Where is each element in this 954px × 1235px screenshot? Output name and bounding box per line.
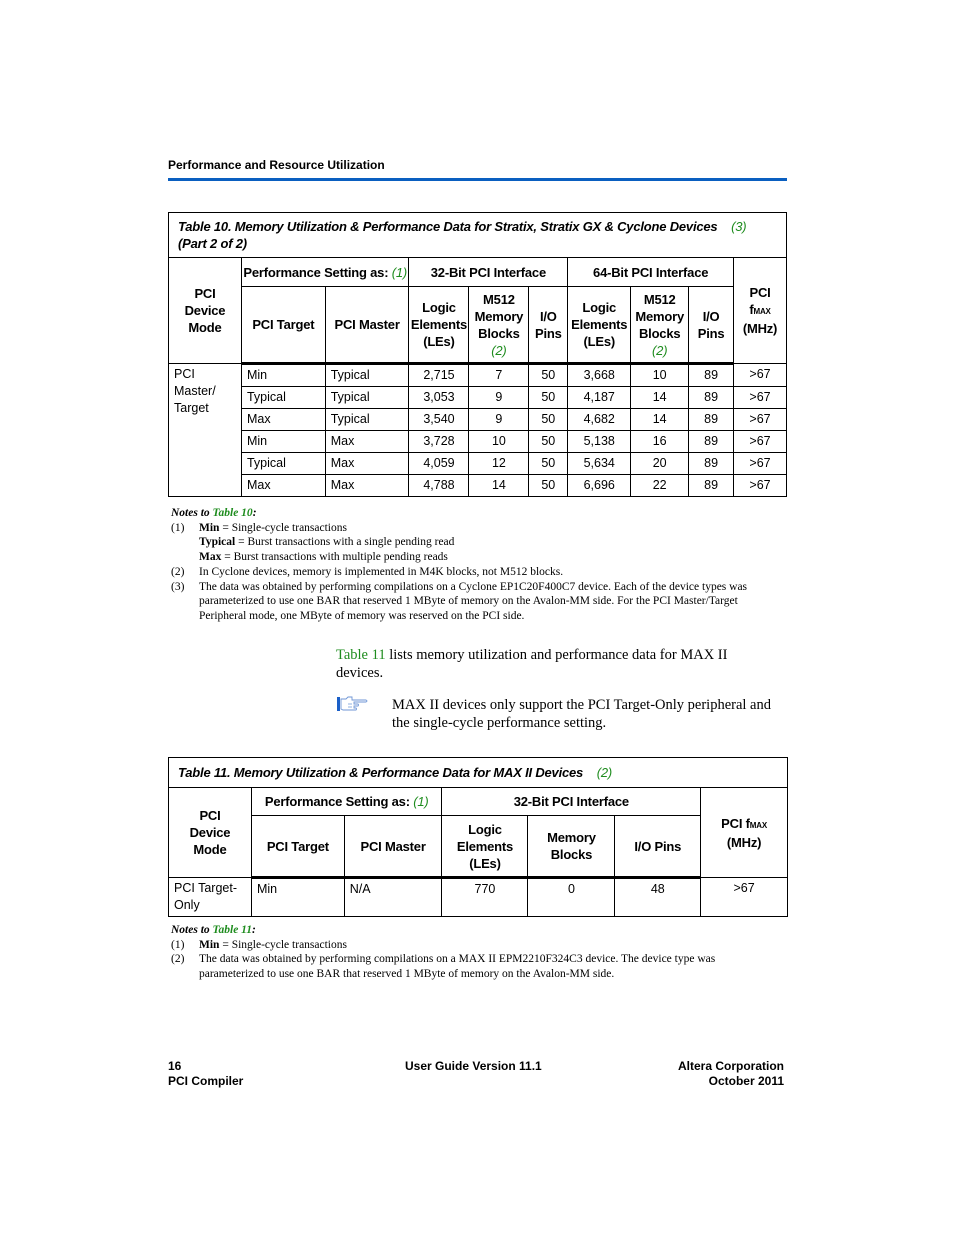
header-device-mode: PCI Device Mode bbox=[169, 788, 252, 878]
tip-text: MAX II devices only support the PCI Target-Only peripheral and the single-cycle performance setting. bbox=[392, 697, 771, 731]
header-pci-master: PCI Master bbox=[325, 287, 409, 364]
caption-note-ref[interactable]: (2) bbox=[596, 765, 613, 780]
table-10-link[interactable]: Table 10 bbox=[212, 507, 253, 519]
table-11 bbox=[168, 757, 788, 917]
perf-note-ref[interactable]: (1) bbox=[413, 794, 429, 809]
header-io-32: I/O Pins bbox=[529, 287, 568, 364]
header-io-pins: I/O Pins bbox=[615, 816, 701, 878]
header-le-64: Logic Elements (LEs) bbox=[568, 287, 631, 364]
header-le-32: Logic Elements (LEs) bbox=[409, 287, 469, 364]
table-11-link[interactable]: Table 11 bbox=[336, 647, 386, 663]
table-row: Typical Max 4,059 12 50 5,634 20 89 >67 bbox=[169, 453, 787, 475]
header-32bit: 32-Bit PCI Interface bbox=[442, 788, 701, 816]
perf-note-ref[interactable]: (1) bbox=[391, 264, 408, 280]
header-perf-setting: Performance Setting as: (1) bbox=[241, 258, 409, 287]
table-row: Max Max 4,788 14 50 6,696 22 89 >67 bbox=[169, 475, 787, 497]
table-row: PCI Target-Only Min N/A 770 0 48 >67 bbox=[169, 878, 788, 917]
company-name: Altera Corporation bbox=[677, 1059, 784, 1073]
table-10-caption: Table 10. Memory Utilization & Performance Data for Stratix, Stratix GX & Cyclone Devices (3) (Part 2 of 2) bbox=[169, 213, 787, 258]
header-mem-32: M512 Memory Blocks (2) bbox=[469, 287, 529, 364]
header-mem-64: M512 Memory Blocks (2) bbox=[631, 287, 689, 364]
header-pci-master: PCI Master bbox=[344, 816, 442, 878]
pointing-hand-icon bbox=[336, 696, 370, 712]
table-row: Min Max 3,728 10 50 5,138 16 89 >67 bbox=[169, 431, 787, 453]
table-10-notes bbox=[171, 506, 783, 624]
table-11-link[interactable]: Table 11 bbox=[212, 924, 253, 936]
note-1: (1) Min = Single-cycle transactions bbox=[171, 938, 347, 951]
table-11-notes bbox=[171, 923, 771, 982]
header-64bit: 64-Bit PCI Interface bbox=[568, 258, 734, 287]
header-fmax: PCI fMAX (MHz) bbox=[734, 258, 787, 364]
header-memory-blocks: Memory Blocks bbox=[528, 816, 615, 878]
footer-left bbox=[168, 1059, 243, 1089]
header-perf-setting: Performance Setting as: (1) bbox=[251, 788, 442, 816]
table-10 bbox=[168, 212, 787, 497]
header-32bit: 32-Bit PCI Interface bbox=[409, 258, 568, 287]
footer-right bbox=[600, 1059, 784, 1089]
table-row: PCI Master/ Target Min Typical 2,715 7 50 3,668 10 89 >67 bbox=[169, 364, 787, 387]
section-header-title: Performance and Resource Utilization bbox=[168, 158, 385, 172]
header-device-mode: PCI Device Mode bbox=[169, 258, 242, 364]
table-11-caption: Table 11. Memory Utilization & Performance Data for MAX II Devices (2) bbox=[169, 758, 788, 788]
publish-date: October 2011 bbox=[708, 1074, 784, 1088]
header-fmax: PCI fMAX (MHz) bbox=[701, 788, 788, 878]
caption-note-ref[interactable]: (3) bbox=[731, 219, 747, 234]
body-paragraph: Table 11 lists memory utilization and performance data for MAX II devices. bbox=[336, 647, 728, 681]
page-number: 16 bbox=[168, 1059, 182, 1073]
note-3: (3) The data was obtained by performing compilations on a Cyclone EP1C20F400C7 device. Each of the device types was parameterized to use one BAR that reserved 1 MByte of memory on the Avalon-MM side. For the PCI Master/Target Peripheral mode, one MByte of memory was reserved on the PCI side. bbox=[171, 580, 748, 622]
header-rule bbox=[168, 178, 787, 181]
notes-title: Notes to Table 10: bbox=[171, 507, 257, 519]
header-io-64: I/O Pins bbox=[689, 287, 734, 364]
device-mode-cell: PCI Master/ Target bbox=[169, 364, 242, 497]
note-1: (1) Min = Single-cycle transactions Typical = Burst transactions with a single pending read Max = Burst transactions with multiple pending reads bbox=[171, 521, 455, 564]
footer-guide-version: User Guide Version 11.1 bbox=[405, 1059, 542, 1073]
header-le: Logic Elements (LEs) bbox=[442, 816, 528, 878]
notes-title: Notes to Table 11: bbox=[171, 924, 256, 936]
product-name: PCI Compiler bbox=[168, 1074, 244, 1088]
header-pci-target: PCI Target bbox=[241, 287, 325, 364]
table-row: Typical Typical 3,053 9 50 4,187 14 89 >67 bbox=[169, 387, 787, 409]
note-2: (2) In Cyclone devices, memory is implemented in M4K blocks, not M512 blocks. bbox=[171, 565, 564, 578]
note-2: (2) The data was obtained by performing compilations on a MAX II EPM2210F324C3 device. The device type was parameterized to use one BAR that reserved 1 MByte of memory on the Avalon-MM side. bbox=[171, 953, 716, 981]
header-pci-target: PCI Target bbox=[251, 816, 344, 878]
table-row: Max Typical 3,540 9 50 4,682 14 89 >67 bbox=[169, 409, 787, 431]
